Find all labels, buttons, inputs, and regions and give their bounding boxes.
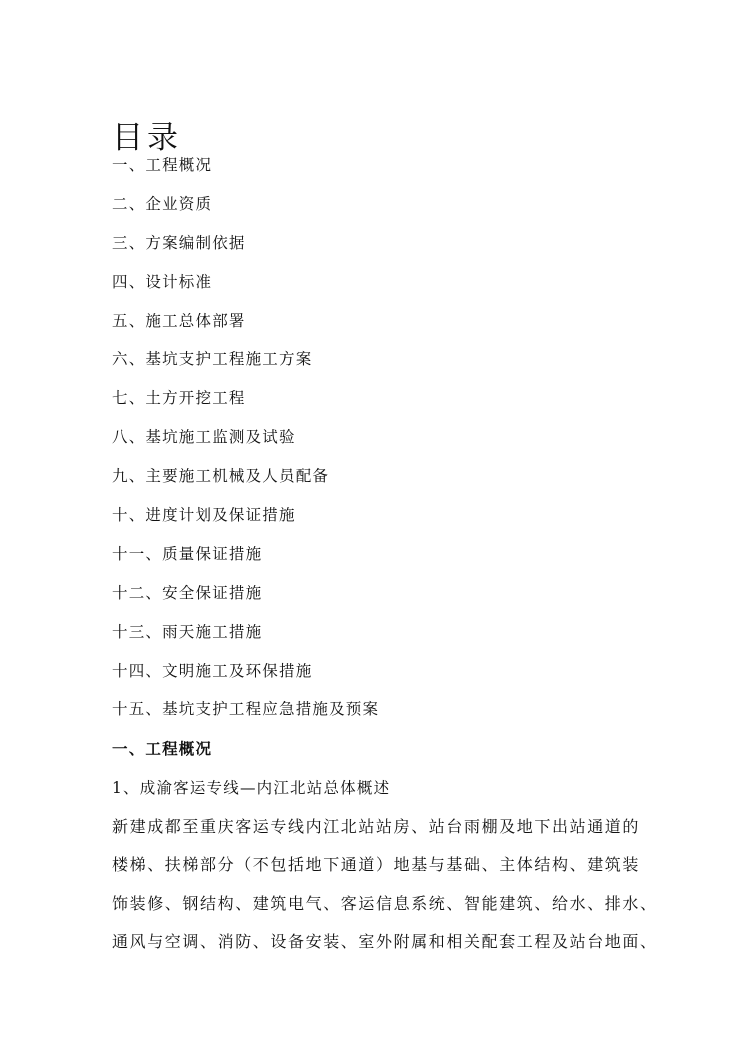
- toc-item[interactable]: 十三、雨天施工措施: [112, 622, 263, 641]
- toc-item[interactable]: 四、设计标准: [112, 272, 213, 291]
- body-line: 通风与空调、消防、设备安装、室外附属和相关配套工程及站台地面、: [112, 932, 658, 952]
- section-heading: 一、工程概况: [112, 739, 213, 758]
- body-line: 楼梯、扶梯部分（不包括地下通道）地基与基础、主体结构、建筑装: [112, 855, 641, 875]
- toc-item[interactable]: 十一、质量保证措施: [112, 544, 263, 563]
- toc-item[interactable]: 十二、安全保证措施: [112, 583, 263, 602]
- toc-item[interactable]: 九、主要施工机械及人员配备: [112, 467, 330, 486]
- toc-item[interactable]: 六、基坑支护工程施工方案: [112, 350, 313, 369]
- subsection-heading: 1、成渝客运专线—内江北站总体概述: [112, 779, 391, 797]
- body-line: 饰装修、钢结构、建筑电气、客运信息系统、智能建筑、给水、排水、: [112, 893, 658, 913]
- toc-item[interactable]: 三、方案编制依据: [112, 233, 246, 252]
- toc-item[interactable]: 七、土方开挖工程: [112, 389, 246, 408]
- toc-item[interactable]: 一、工程概况: [112, 156, 213, 174]
- toc-item[interactable]: 十、进度计划及保证措施: [112, 506, 296, 525]
- body-paragraph: [112, 812, 658, 966]
- table-of-contents: [112, 150, 379, 733]
- body-line: 新建成都至重庆客运专线内江北站站房、站台雨棚及地下出站通道的: [112, 817, 641, 836]
- toc-item[interactable]: 十五、基坑支护工程应急措施及预案: [112, 700, 380, 719]
- toc-item[interactable]: 八、基坑施工监测及试验: [112, 428, 296, 447]
- toc-item[interactable]: 十四、文明施工及环保措施: [112, 661, 313, 680]
- toc-item[interactable]: 二、企业资质: [112, 194, 213, 213]
- toc-title: 目录: [112, 119, 182, 156]
- toc-item[interactable]: 五、施工总体部署: [112, 311, 246, 330]
